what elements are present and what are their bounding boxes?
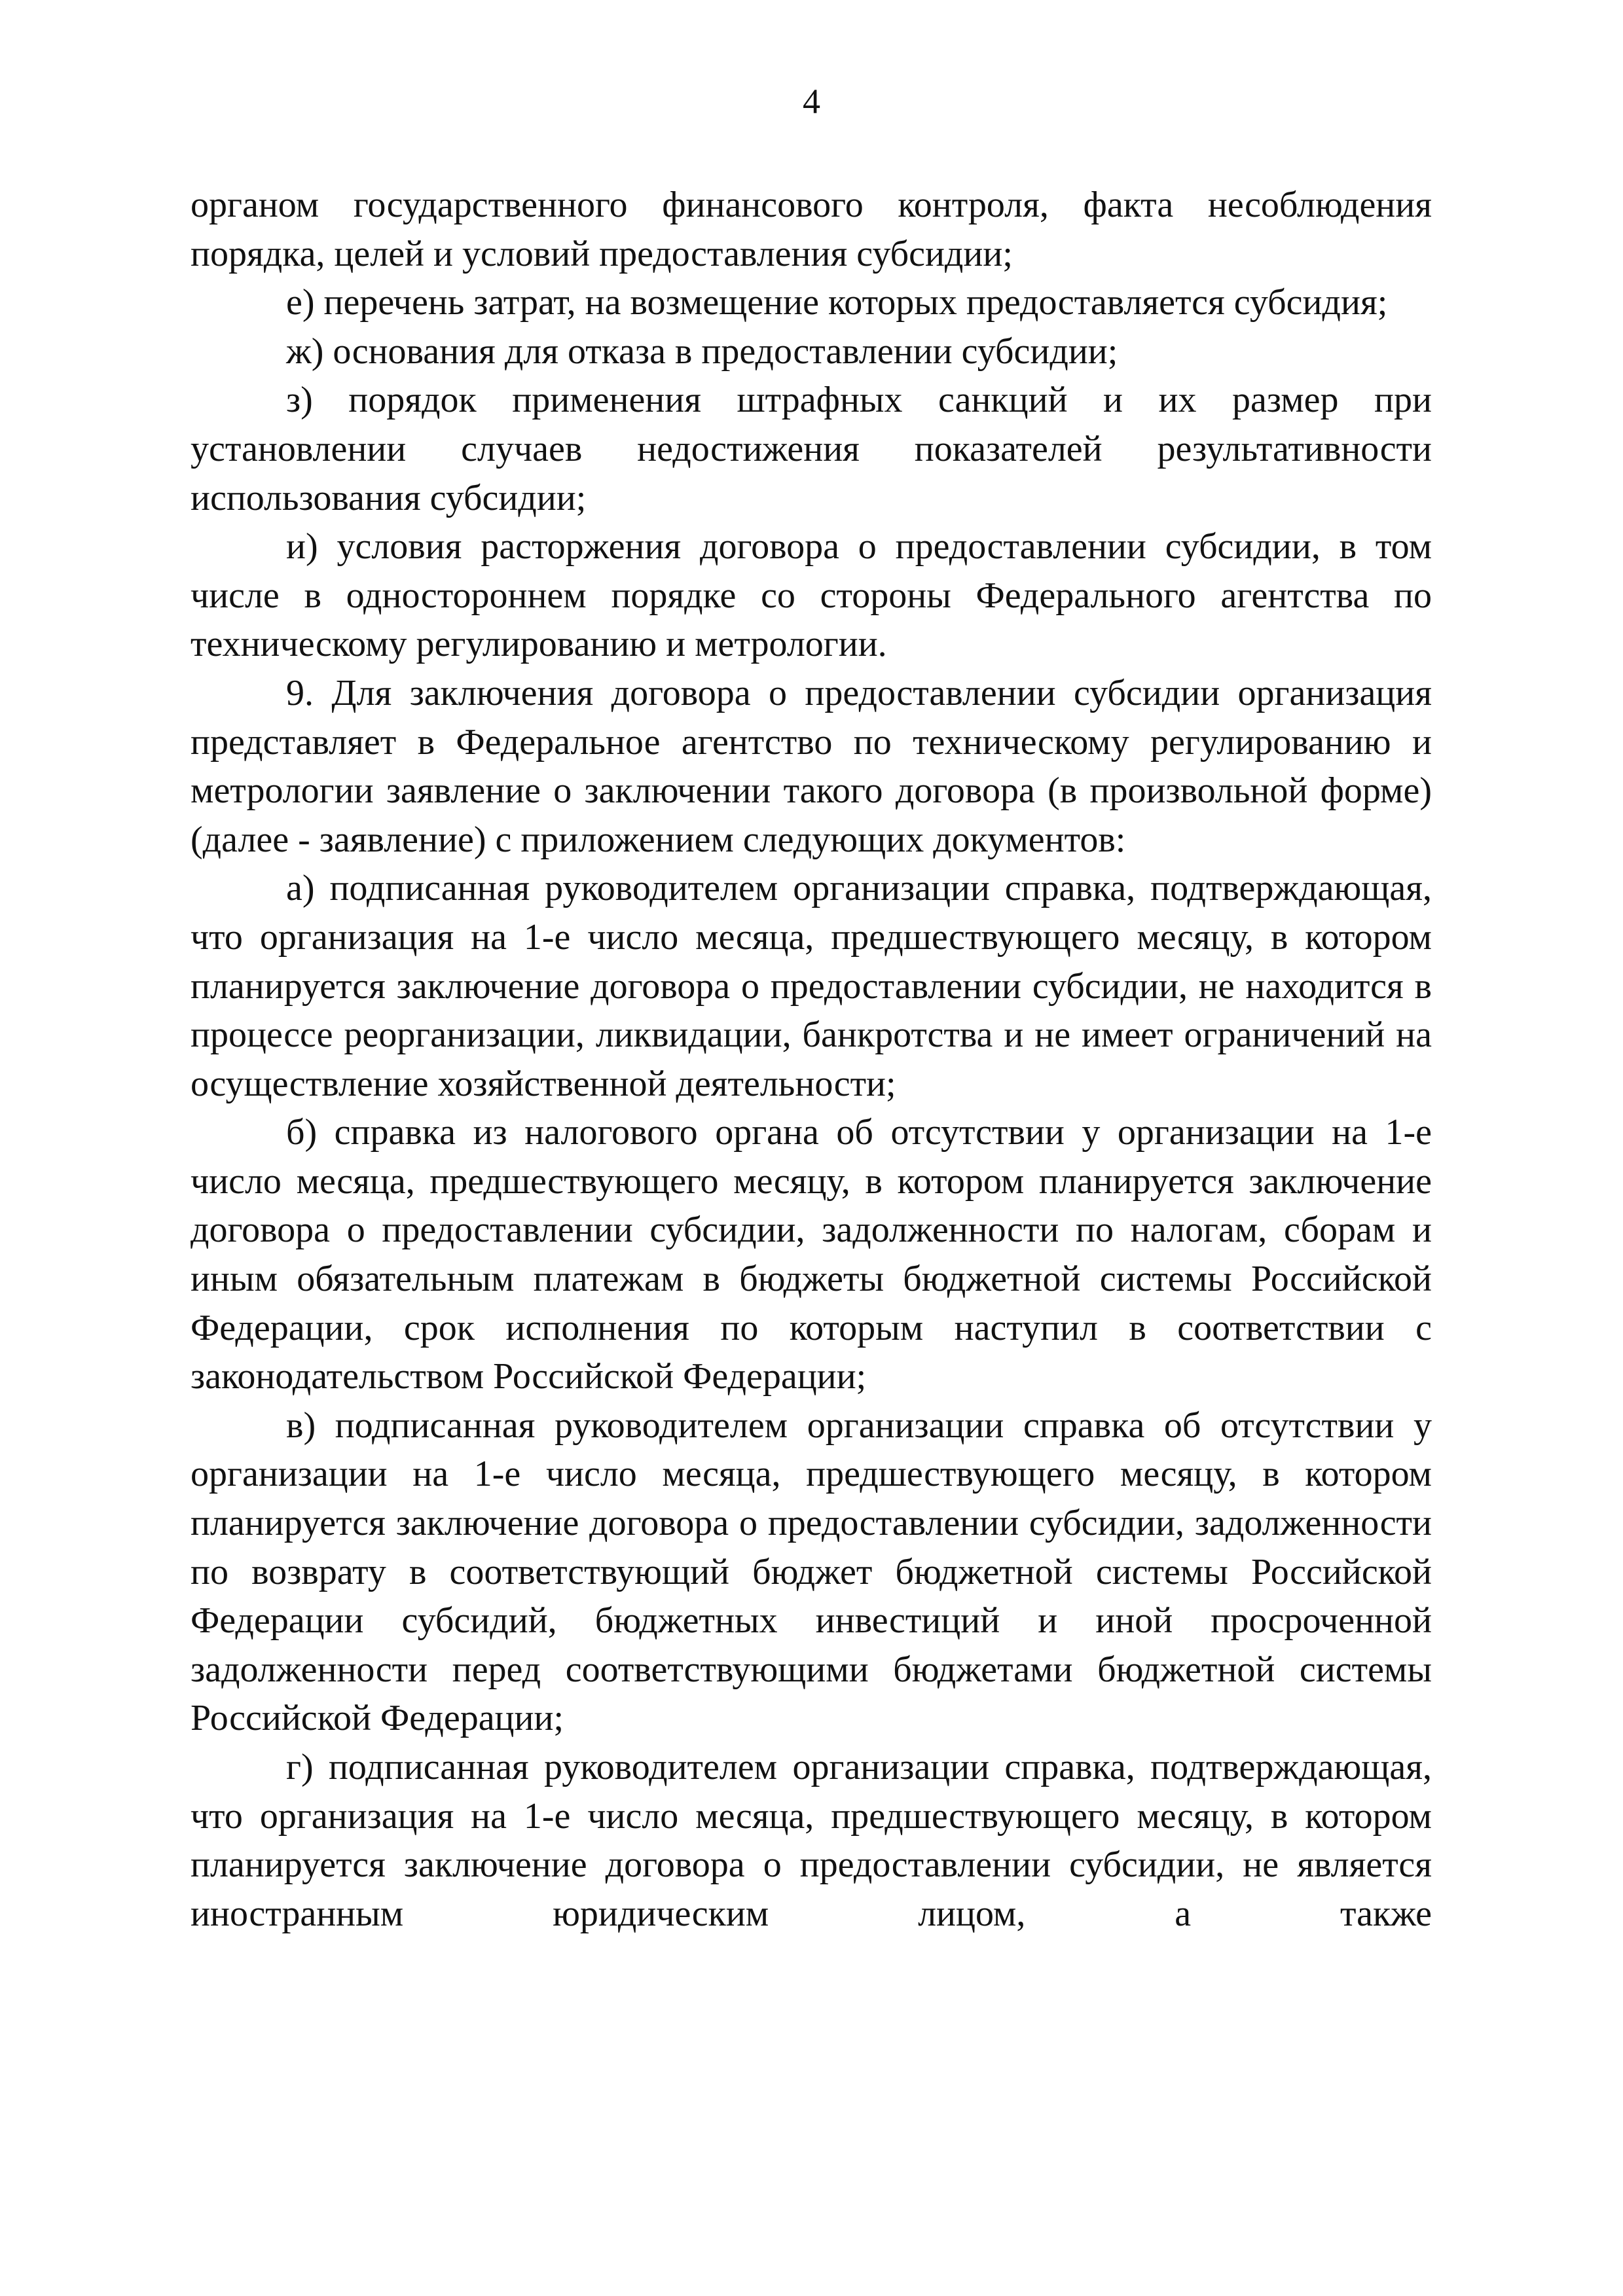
paragraph-continuation: органом государственного финансового контроля, факта несоблюдения порядка, целей и условий предоставления субсидии; (191, 185, 1432, 274)
paragraph-item-g: г) подписанная руководителем организации справка, подтверждающая, что организация на 1-е число месяца, предшествующего месяцу, в котором планируется заключение договора о предоставлении субсидии, не является иностранным юридическим лицом, а также (191, 1747, 1432, 1934)
page-number: 4 (803, 82, 820, 121)
paragraph-item-a: а) подписанная руководителем организации справка, подтверждающая, что организация на 1-е число месяца, предшествующего месяцу, в котором планируется заключение договора о предоставлении субсидии, не находится в процессе реорганизации, ликвидации, банкротства и не имеет ограничений на осуществление хозяйственной деятельности; (191, 868, 1432, 1104)
paragraph-item-v: в) подписанная руководителем организации справка об отсутствии у организации на 1-е число месяца, предшествующего месяцу, в котором планируется заключение договора о предоставлении субсидии, задолженности по возврату в соответствующий бюджет бюджетной системы Российской Федерации субсидий, бюджетных инвестиций и иной просроченной задолженности перед соответствующими бюджетами бюджетной системы Российской Федерации; (191, 1405, 1432, 1739)
document-body (191, 181, 1432, 1938)
paragraph-item-b: б) справка из налогового органа об отсутствии у организации на 1-е число месяца, предшествующего месяцу, в котором планируется заключение договора о предоставлении субсидии, задолженности по налогам, сборам и иным обязательным платежам в бюджеты бюджетной системы Российской Федерации, срок исполнения по которым наступил в соответствии с законодательством Российской Федерации; (191, 1112, 1432, 1397)
paragraph-item-i: и) условия расторжения договора о предоставлении субсидии, в том числе в одностороннем порядке со стороны Федерального агентства по техническому регулированию и метрологии. (191, 526, 1432, 665)
paragraph-item-z: з) порядок применения штрафных санкций и их размер при установлении случаев недостижения показателей результативности использования субсидии; (191, 380, 1432, 518)
paragraph-item-zh: ж) основания для отказа в предоставлении субсидии; (286, 331, 1118, 372)
paragraph-item-e: е) перечень затрат, на возмещение которых предоставляется субсидия; (286, 282, 1388, 323)
paragraph-section-9: 9. Для заключения договора о предоставлении субсидии организация представляет в Федеральное агентство по техническому регулированию и метрологии заявление о заключении такого договора (в произвольной форме) (далее - заявление) с приложением следующих документов: (191, 672, 1432, 860)
